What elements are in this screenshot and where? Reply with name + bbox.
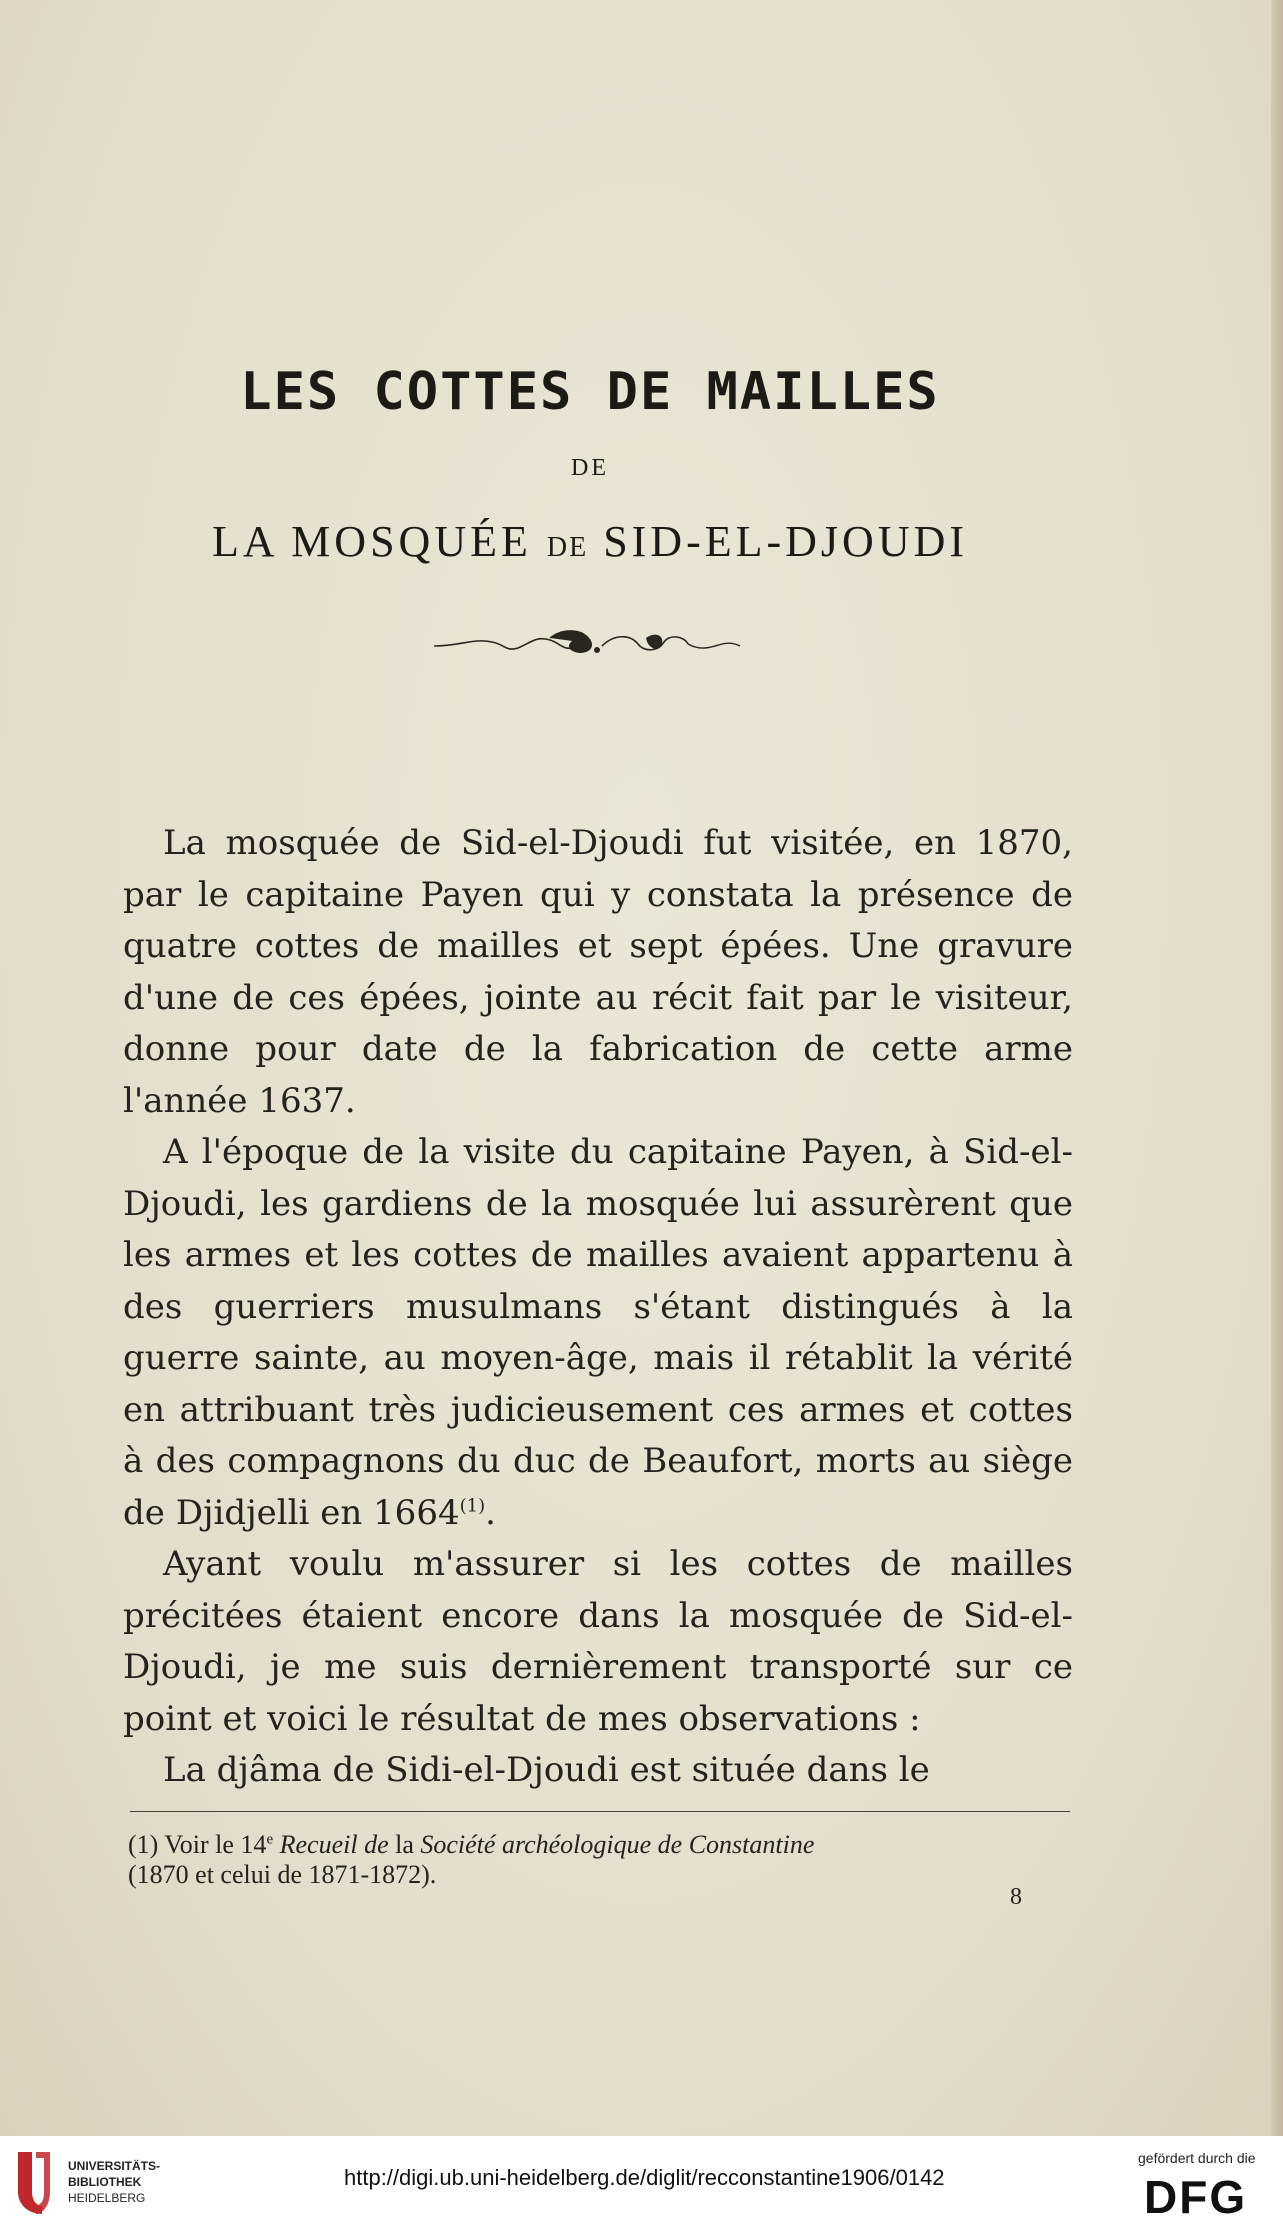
subtitle-part-place: SID-EL-DJOUDI xyxy=(603,517,969,566)
funding-caption: gefördert durch die xyxy=(1138,2150,1256,2166)
library-name: UNIVERSITÄTS- BIBLIOTHEK HEIDELBERG xyxy=(68,2159,161,2205)
paragraph: Ayant voulu m'assurer si les cottes de mailles précitées étaient encore dans la mosquée de Sid-el-Djoudi, je me suis dernièrement transporté sur ce point et voici le résultat de mes observations : xyxy=(123,1544,1073,1739)
paragraph: La mosquée de Sid-el-Djoudi fut visitée, en 1870, par le capitaine Payen qui y constata la présence de quatre cottes de mailles et sept épées. Une gravure d'une de ces épées, jointe au récit fait par le visiteur, donne pour date de la fabrication de cette arme l'année 1637. xyxy=(123,823,1073,1121)
subtitle-part-mosquee: LA MOSQUÉE xyxy=(211,517,532,566)
paragraph: A l'époque de la visite du capitaine Payen, à Sid-el-Djoudi, les gardiens de la mosquée lui assurèrent que les armes et les cottes de mailles avaient appartenu à des guerriers musulmans s'étant distingués à la guerre sainte, au moyen-âge, mais il rétablit la vérité en attribuant très judicieusement ces armes et cottes à des compagnons du duc de Beaufort, morts au siège de Djidjelli en 1664$^{(1)}$. xyxy=(123,1132,1073,1533)
university-library-logo-icon xyxy=(12,2148,58,2218)
ornament-divider xyxy=(432,624,742,664)
document-subtitle xyxy=(0,516,1180,567)
paragraph: La djâma de Sidi-el-Djoudi est située dans le xyxy=(163,1750,930,1790)
title-connector: DE xyxy=(571,455,609,481)
footnote-divider xyxy=(130,1811,1070,1812)
signature-mark: 8 xyxy=(1010,1884,1022,1910)
footnote: (1) Voir le 14e Recueil de la Société archéologique de Constantine (1870 et celui de 1871-1872). xyxy=(128,1830,815,1889)
subtitle-part-de: DE xyxy=(546,532,589,563)
permalink-url[interactable]: http://digi.ub.uni-heidelberg.de/diglit/recconstantine1906/0142 xyxy=(344,2165,945,2190)
page-edge xyxy=(1271,0,1283,2136)
document-title: LES COTTES DE MAILLES xyxy=(240,362,940,422)
dfg-logo: DFG xyxy=(1144,2171,1248,2223)
footnote-reference[interactable]: (1) xyxy=(459,1495,486,1517)
footnote-marker: (1) xyxy=(128,1830,159,1859)
body-text xyxy=(123,818,1073,1797)
